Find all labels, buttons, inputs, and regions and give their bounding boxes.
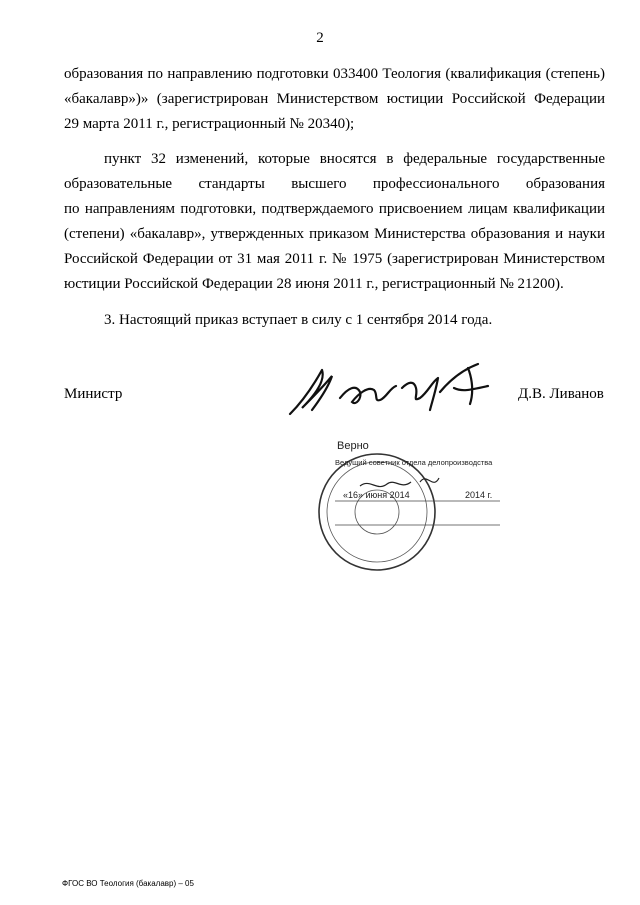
text-line: 29 марта 2011 г., регистрационный № 20340); <box>64 116 355 132</box>
text-line: по направлениям подготовки, подтверждаемого присвоением лицам квалификации <box>64 201 605 217</box>
text-line: образовательные стандарты высшего профессионального образования <box>64 176 605 192</box>
text-line: «бакалавр»)» (зарегистрирован Министерством юстиции Российской Федерации <box>64 91 605 107</box>
stamp-seal <box>315 430 505 580</box>
text-line: Российской Федерации от 31 мая 2011 г. № 1975 (зарегистрирован Министерством <box>64 251 605 267</box>
stamp-year-text: 2014 г. <box>465 490 493 500</box>
stamp-date-text: «16» июня 2014 <box>343 490 410 500</box>
verification-stamp <box>315 430 505 580</box>
paragraph-item32 <box>64 147 605 297</box>
text-line: пункт 32 изменений, которые вносятся в федеральные государственные <box>104 151 605 167</box>
stamp-position-text: Ведущий советник отдела делопроизводства <box>335 458 493 467</box>
stamp-verified-text: Верно <box>337 440 369 452</box>
signatory-role: Министр <box>64 386 123 402</box>
text-line: образования по направлению подготовки 033400 Теология (квалификация (степень) <box>64 66 605 82</box>
signatory-name: Д.В. Ливанов <box>518 386 604 402</box>
handwritten-signature <box>282 358 502 420</box>
paragraph-continuation <box>64 62 605 137</box>
page-footer: ФГОС ВО Теология (бакалавр) – 05 <box>62 879 194 888</box>
page-number: 2 <box>316 30 324 46</box>
text-line: юстиции Российской Федерации 28 июня 2011 г., регистрационный № 21200). <box>64 276 564 292</box>
text-line: (степени) «бакалавр», утвержденных приказом Министерства образования и науки <box>64 226 605 242</box>
paragraph-item3: 3. Настоящий приказ вступает в силу с 1 сентября 2014 года. <box>104 312 493 328</box>
